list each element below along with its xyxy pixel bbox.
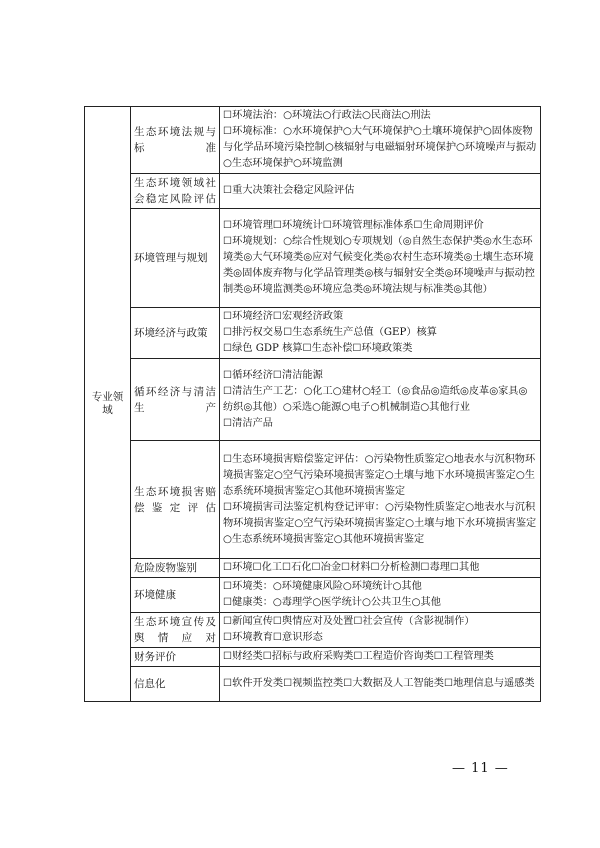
option-line: ☐清洁生产工艺：○化工○建材○轻工（◎食品◎造纸◎皮革◎家具◎纺织◎其他）○采选○能源○电子○机械制造○其他行业 [223, 385, 528, 413]
field-name: 循环经济与清洁生产 [131, 359, 220, 441]
option-line: ☐软件开发类☐视频监控类☐大数据及人工智能类☐地理信息与遥感类 [223, 678, 535, 689]
field-name: 环境经济与政策 [131, 308, 220, 359]
option-line: ☐健康类：○毒理学○医学统计○公共卫生○其他 [223, 597, 441, 608]
options-cell [220, 648, 541, 667]
option-line: ☐新闻宣传☐舆情应对及处置☐社会宣传（含影视制作） [223, 616, 475, 627]
table-row [85, 648, 541, 667]
option-line: ☐环境管理☐环境统计☐环境管理标准体系☐生命周期评价 [223, 220, 484, 231]
table-row [85, 308, 541, 359]
table-row [85, 613, 541, 648]
field-name: 生态环境法规与标准 [131, 107, 220, 174]
option-line: ☐环境类：○环境健康风险○环境统计○其他 [223, 581, 422, 592]
table-row [85, 667, 541, 702]
table-row [85, 441, 541, 559]
option-line: ☐环境☐化工☐石化☐冶金☐材料☐分析检测☐毒理☐其他 [223, 562, 480, 573]
options-cell [220, 559, 541, 578]
option-line: ☐环境经济☐宏观经济政策 [223, 311, 344, 322]
field-name: 信息化 [131, 667, 220, 702]
field-name: 生态环境宣传及舆情应对 [131, 613, 220, 648]
option-line: ☐环境损害司法鉴定机构登记评审：○污染物性质鉴定○地表水与沉积物环境损害鉴定○空气污染环境损害鉴定○土壤与地下水环境损害鉴定○生态系统环境损害鉴定○其他环境损害鉴定 [223, 501, 537, 545]
field-name: 财务评价 [131, 648, 220, 667]
options-cell [220, 667, 541, 702]
options-cell [220, 209, 541, 308]
page-number: — 11 — [452, 761, 509, 776]
option-line: ☐绿色 GDP 核算☐生态补偿☐环境政策类 [223, 343, 413, 354]
option-line: ☐环境标准：○水环境保护○大气环境保护○土壤环境保护○固体废物与化学品环境污染控制○核辐射与电磁辐射环境保护○环境噪声与振动○生态环境保护○环境监测 [223, 126, 537, 169]
table-row [85, 578, 541, 613]
table-row [85, 209, 541, 308]
field-name: 危险废物鉴别 [131, 559, 220, 578]
option-line: ☐环境规划：○综合性规划○专项规划（◎自然生态保护类◎水生态环境类◎大气环境类◎应对气候变化类◎农村生态环境类◎土壤生态环境类◎固体废弃物与化学品管理类◎核与辐射安全类◎环境噪声与振动控制类◎环境监测类◎环境应急类◎环境法规与标准类◎其他） [223, 236, 535, 295]
options-cell [220, 308, 541, 359]
options-cell [220, 107, 541, 174]
option-line: ☐生态环境损害赔偿鉴定评估：○污染物性质鉴定○地表水与沉积物环境损害鉴定○空气污染环境损害鉴定○土壤与地下水环境损害鉴定○生态系统环境损害鉴定○其他环境损害鉴定 [223, 453, 536, 497]
option-line: ☐排污权交易☐生态系统生产总值（GEP）核算 [223, 327, 437, 338]
option-line: ☐循环经济☐清洁能源 [223, 369, 323, 381]
expert-field-table [84, 106, 541, 702]
field-name: 环境管理与规划 [131, 209, 220, 308]
option-line: ☐清洁产品 [223, 417, 273, 429]
options-cell [220, 359, 541, 441]
option-line: ☐财经类☐招标与政府采购类☐工程造价咨询类☐工程管理类 [223, 651, 494, 662]
category-cell: 专业领域 [85, 107, 131, 702]
table-row [85, 174, 541, 209]
options-cell [220, 613, 541, 648]
option-line: ☐重大决策社会稳定风险评估 [223, 185, 355, 196]
options-cell [220, 441, 541, 559]
table-row [85, 107, 541, 174]
options-cell [220, 174, 541, 209]
table-row [85, 559, 541, 578]
field-name: 环境健康 [131, 578, 220, 613]
option-line: ☐环境法治：○环境法○行政法○民商法○刑法 [223, 110, 431, 121]
option-line: ☐环境教育☐意识形态 [223, 632, 323, 643]
field-name: 生态环境损害赔偿鉴定评估 [131, 441, 220, 559]
options-cell [220, 578, 541, 613]
table-row [85, 359, 541, 441]
field-name: 生态环境领域社会稳定风险评估 [131, 174, 220, 209]
